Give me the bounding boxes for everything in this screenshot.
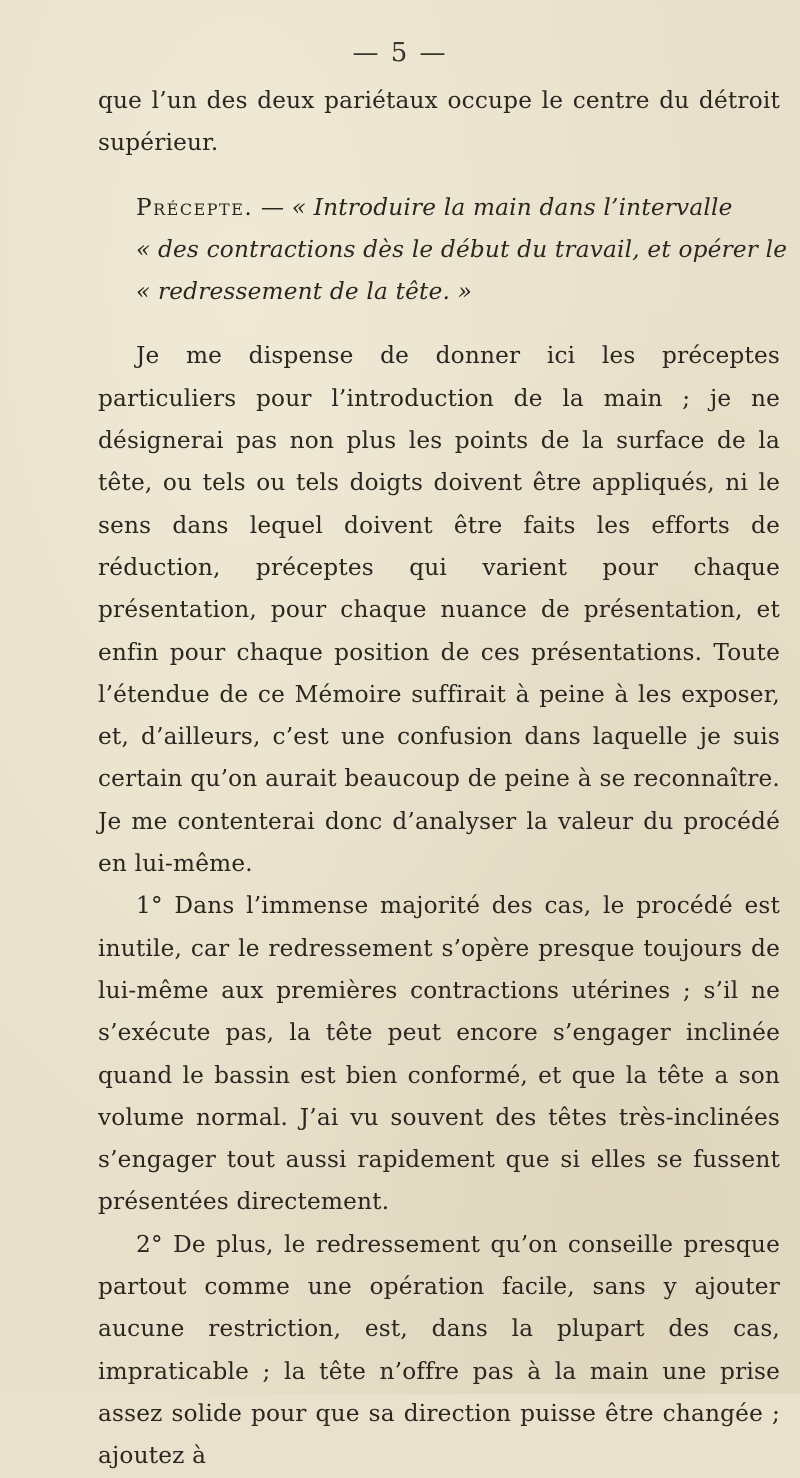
precept-paragraph: [98, 187, 788, 314]
spacer: [98, 165, 780, 187]
spacer: [98, 313, 780, 335]
paragraph-point-1: 1° Dans l’immense majorité des cas, le procédé est inutile, car le redressement s’opère presque toujours de lui-même aux premières contractions utérines ; s’il ne s’exécute pas, la tête peut encore s’engager inclinée quand le bassin est bien conformé, et que la tête a son volume normal. J’ai vu souvent des têtes très-inclinées s’engager tout aussi rapidement que si elles se fussent présentées directement.: [98, 892, 780, 1216]
precept-line-1: « Introduire la main dans l’intervalle: [291, 193, 733, 221]
precept-label: Précepte.: [136, 193, 254, 221]
precept-line-3: « redressement de la tête. »: [136, 278, 473, 306]
opening-paragraph: que l’un des deux pariétaux occupe le centre du détroit supérieur.: [98, 87, 780, 157]
page-number: — 5 —: [352, 38, 448, 68]
page-body: [98, 80, 788, 1478]
paragraph-point-2: 2° De plus, le redressement qu’on conseille presque partout comme une opération facile, sans y ajouter aucune restriction, est, dans la plupart des cas, impraticable ; la tête n’offre pas à la main une prise assez solide pour que sa direction puisse être changée ; ajoutez à: [98, 1230, 780, 1470]
paragraph-dispense: Je me dispense de donner ici les préceptes particuliers pour l’introduction de la main ; je ne désignerai pas non plus les points de la surface de la tête, ou tels ou tels doigts doivent être appliqués, ni le sens dans lequel doivent être faits les efforts de réduction, préceptes qui varient pour chaque présentation, pour chaque nuance de présentation, et enfin pour chaque position de ces présentations. Toute l’étendue de ce Mémoire suffirait à peine à les exposer, et, d’ailleurs, c’est une confusion dans laquelle je suis certain qu’on aurait beaucoup de peine à se reconnaître. Je me contenterai donc d’analyser la valeur du procédé en lui-même.: [98, 342, 780, 878]
precept-line-2: « des contractions dès le début du travail, et opérer le: [136, 235, 788, 263]
precept-dash: —: [253, 193, 292, 221]
